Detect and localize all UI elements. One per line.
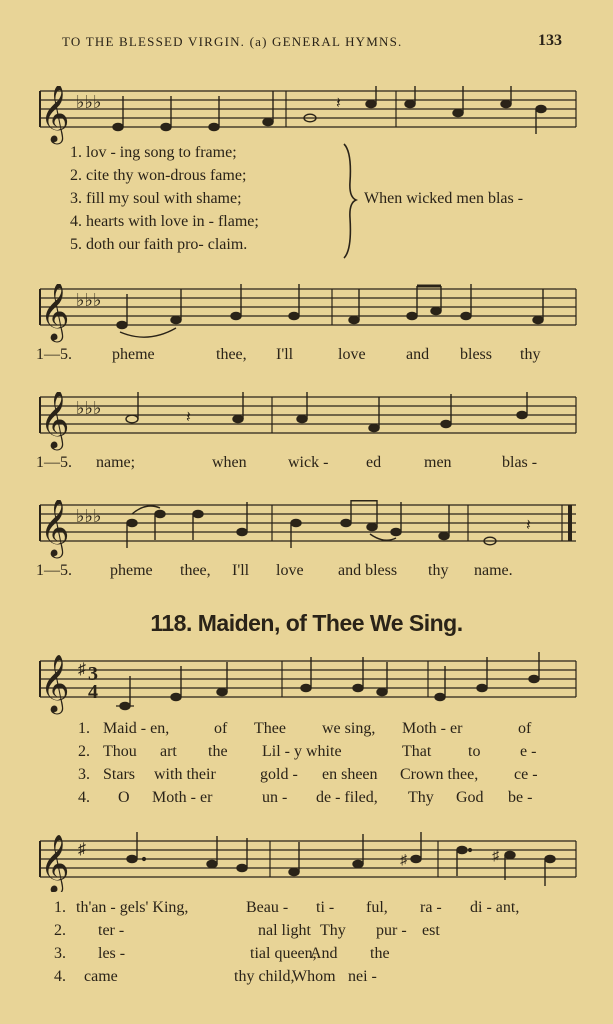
lyric-word: Stars <box>103 766 135 783</box>
sharp-icon: ♯ <box>78 661 86 678</box>
lyric-word: wick - <box>288 454 329 471</box>
lyric-word: Moth - er <box>152 789 213 806</box>
lyric-word: 3. <box>78 766 90 783</box>
lyric-word: and <box>406 346 430 363</box>
lyric-word: art <box>160 743 177 760</box>
lyric-word: Thou <box>103 743 137 760</box>
lyric-word: love <box>338 346 366 363</box>
lyric-word: of <box>214 720 228 737</box>
lyric-word: ce - <box>514 766 538 783</box>
lyric-line: 1. lov - ing song to frame; <box>70 144 237 161</box>
lyric-word: Crown thee, <box>400 766 479 783</box>
sharp-icon: ♯ <box>492 849 499 864</box>
verse-number: 1—5. <box>36 562 72 579</box>
verse-number: 1—5. <box>36 346 72 363</box>
lyric-word: of <box>518 720 532 737</box>
lyric-word: thy child, <box>234 968 295 985</box>
lyric-word: when <box>212 454 247 471</box>
rest-icon: 𝄽 <box>526 517 531 534</box>
lyric-word: came <box>84 968 118 985</box>
lyric-word: thee, <box>216 346 247 363</box>
sharp-icon: ♯ <box>78 841 86 858</box>
music-staff-6 <box>36 832 580 892</box>
lyric-word: 1. <box>78 720 90 737</box>
lyric-word: Whom <box>292 968 336 985</box>
lyric-word: les - <box>98 945 126 962</box>
lyric-word: And <box>310 945 338 962</box>
lyric-word: Beau - <box>246 899 289 916</box>
lyric-word: 2. <box>78 743 90 760</box>
lyric-word: en sheen <box>322 766 378 783</box>
lyric-word: di - ant, <box>470 899 520 916</box>
lyric-word: 4. <box>54 968 66 985</box>
lyric-word: Lil - y white <box>262 743 342 760</box>
lyric-word: gold - <box>260 766 298 783</box>
music-staff-3 <box>36 392 580 452</box>
brace-icon <box>340 142 360 260</box>
lyric-word: bless <box>460 346 492 363</box>
lyric-word: ra - <box>420 899 442 916</box>
lyric-word: to <box>468 743 481 760</box>
key-signature-flats: ♭♭♭ <box>76 398 102 418</box>
lyric-word: 2. <box>54 922 66 939</box>
lyric-word: Thy <box>408 789 434 806</box>
lyric-word: est <box>422 922 440 939</box>
lyric-word: thee, <box>180 562 211 579</box>
lyric-word: we sing, <box>322 720 376 737</box>
lyric-word: Thee <box>254 720 286 737</box>
time-signature-top: 3 <box>88 663 98 685</box>
lyric-word: God <box>456 789 484 806</box>
lyric-line: 3. fill my soul with shame; <box>70 190 242 207</box>
music-staff-2 <box>36 284 580 344</box>
lyric-word: Moth - er <box>402 720 463 737</box>
lyric-word: the <box>208 743 228 760</box>
lyric-word: blas - <box>502 454 538 471</box>
lyric-line: 5. doth our faith pro- claim. <box>70 236 248 253</box>
lyric-word: nei - <box>348 968 377 985</box>
key-signature-flats: ♭♭♭ <box>76 92 102 112</box>
lyric-word: pur - <box>376 922 407 939</box>
sharp-icon: ♯ <box>400 853 407 868</box>
treble-clef-icon: 𝄞 <box>40 654 70 712</box>
hymn-name: Maiden, of Thee We Sing. <box>197 610 463 636</box>
lyric-word: de - filed, <box>316 789 378 806</box>
lyric-word: ed <box>366 454 382 471</box>
lyric-word: be - <box>508 789 533 806</box>
lyric-word: I'll <box>232 562 250 579</box>
hymn-number: 118. <box>150 610 192 636</box>
lyric-word: name; <box>96 454 136 471</box>
lyric-word: thy <box>520 346 541 363</box>
lyric-word: ti - <box>316 899 335 916</box>
lyric-word: thy <box>428 562 449 579</box>
lyric-word: with their <box>154 766 216 783</box>
lyric-word: 4. <box>78 789 90 806</box>
music-staff-4 <box>36 500 580 560</box>
lyric-word: I'll <box>276 346 294 363</box>
lyric-word: ful, <box>366 899 388 916</box>
lyric-word: nal light <box>258 922 311 939</box>
treble-clef-icon: 𝄞 <box>40 834 70 892</box>
running-title: TO THE BLESSED VIRGIN. (a) GENERAL HYMNS. <box>62 34 403 49</box>
lyric-word: e - <box>520 743 537 760</box>
hymn-title <box>0 610 613 637</box>
lyric-word: men <box>424 454 452 471</box>
lyric-word: pheme <box>112 346 155 363</box>
lyric-word: Thy <box>320 922 346 939</box>
lyric-word: love <box>276 562 304 579</box>
lyric-word: name. <box>474 562 513 579</box>
music-staff-5 <box>36 652 580 716</box>
treble-clef-icon: 𝄞 <box>40 284 70 340</box>
treble-clef-icon: 𝄞 <box>40 86 70 142</box>
music-staff-1 <box>36 86 580 146</box>
rest-icon: 𝄽 <box>186 409 191 426</box>
key-signature-flats: ♭♭♭ <box>76 506 102 526</box>
verse-number: 1—5. <box>36 454 72 471</box>
lyric-word: 3. <box>54 945 66 962</box>
time-signature-bottom: 4 <box>88 681 98 703</box>
lyric-line: 2. cite thy won-drous fame; <box>70 167 247 184</box>
lyric-word: and bless <box>338 562 398 579</box>
lyric-word: th'an - gels' King, <box>76 899 189 916</box>
lyric-word: O <box>118 789 130 806</box>
lyric-word: the <box>370 945 390 962</box>
lyric-line: 4. hearts with love in - flame; <box>70 213 259 230</box>
refrain-start: When wicked men blas - <box>364 190 524 207</box>
lyric-word: ter - <box>98 922 125 939</box>
page-number: 133 <box>538 32 562 49</box>
lyric-word: tial queen, <box>250 945 317 962</box>
lyric-word: pheme <box>110 562 153 579</box>
lyric-word: 1. <box>54 899 66 916</box>
treble-clef-icon: 𝄞 <box>40 500 70 556</box>
lyric-word: Maid - en, <box>103 720 170 737</box>
lyric-word: un - <box>262 789 288 806</box>
treble-clef-icon: 𝄞 <box>40 392 70 448</box>
lyric-word: That <box>402 743 432 760</box>
rest-icon: 𝄽 <box>336 95 341 112</box>
key-signature-flats: ♭♭♭ <box>76 290 102 310</box>
